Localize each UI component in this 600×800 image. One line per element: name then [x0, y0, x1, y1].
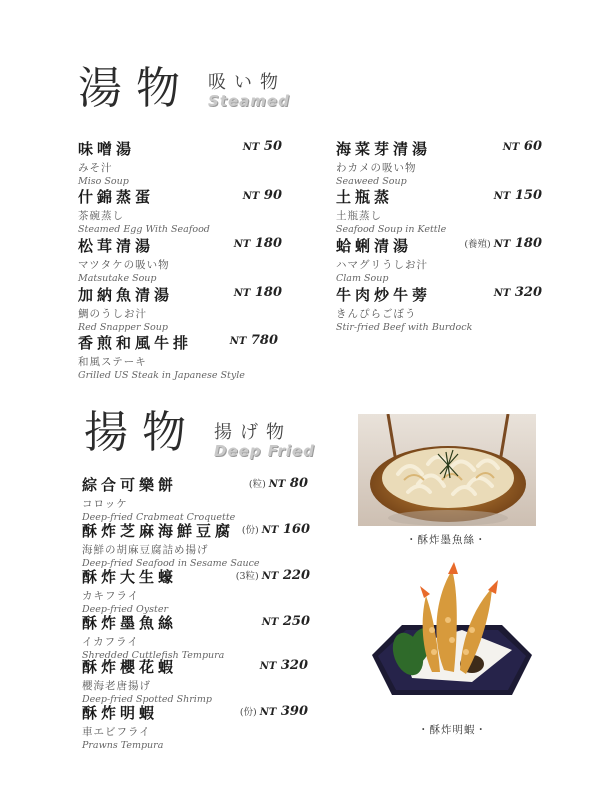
menu-item	[82, 474, 235, 523]
menu-item	[82, 566, 177, 615]
item-name-zh: 綜合可樂餅	[82, 476, 178, 494]
item-price: (份) NT 160	[241, 522, 310, 537]
item-name-ja: コロッケ	[82, 498, 128, 510]
item-price: NT 180	[233, 236, 282, 251]
item-name-ja: 土瓶蒸し	[336, 210, 382, 222]
item-name-zh: 松茸清湯	[78, 237, 155, 255]
item-name-en: Steamed Egg With Seafood	[78, 224, 210, 235]
item-name-en: Stir-fried Beef with Burdock	[336, 322, 473, 333]
item-price: NT 250	[261, 614, 310, 629]
menu-item	[78, 332, 245, 381]
item-price: (養殖) NT 180	[464, 236, 542, 251]
item-price: NT 780	[229, 333, 278, 348]
item-price: NT 90	[242, 188, 282, 203]
item-name-ja: マツタケの吸い物	[78, 259, 170, 271]
fried-title-en: Deep Fried	[214, 442, 315, 460]
item-name-zh: 加納魚清湯	[78, 286, 174, 304]
item-name-zh: 香煎和風牛排	[78, 334, 193, 352]
item-name-zh: 牛肉炒牛蒡	[336, 286, 432, 304]
item-price: NT 60	[502, 139, 542, 154]
fried-title-zh: 揚物	[84, 407, 200, 458]
item-name-ja: 車エビフライ	[82, 726, 151, 738]
item-name-zh: 蛤蜊清湯	[336, 237, 413, 255]
menu-item	[336, 186, 446, 235]
item-name-ja: 櫻海老唐揚げ	[82, 680, 151, 692]
item-name-en: Deep-fried Spotted Shrimp	[82, 694, 212, 705]
prawn-caption: ・酥炸明蝦・	[418, 724, 487, 736]
item-name-ja: 和風ステーキ	[78, 356, 147, 368]
item-name-zh: 酥炸芝麻海鮮豆腐	[82, 522, 235, 540]
item-name-ja: 鯛のうしお汁	[78, 308, 147, 320]
item-name-zh: 土瓶蒸	[336, 188, 394, 206]
item-name-en: Matsutake Soup	[78, 273, 157, 284]
steamed-title-zh: 湯物	[78, 63, 194, 114]
menu-item	[82, 702, 163, 751]
item-price: (粒) NT 80	[248, 476, 308, 491]
item-name-ja: カキフライ	[82, 590, 140, 602]
item-name-en: Seafood Soup in Kettle	[336, 224, 447, 235]
item-price: NT 320	[493, 285, 542, 300]
item-name-ja: きんぴらごぼう	[336, 308, 417, 320]
item-name-ja: わカメの吸い物	[336, 162, 417, 174]
menu-item	[82, 520, 260, 569]
item-name-zh: 海菜芽清湯	[336, 140, 432, 158]
item-name-en: Seaweed Soup	[336, 176, 407, 187]
menu-item	[78, 235, 170, 284]
item-name-ja: 海鮮の胡麻豆腐詰め揚げ	[82, 544, 209, 556]
cuttlefish-caption: ・酥炸墨魚絲・	[406, 534, 487, 546]
menu-item	[82, 656, 212, 705]
item-name-en: Clam Soup	[336, 273, 389, 284]
item-name-en: Deep-fried Oyster	[82, 604, 168, 615]
item-price: (3粒) NT 220	[235, 568, 310, 583]
item-price: (份) NT 390	[239, 704, 308, 719]
item-price: NT 320	[259, 658, 308, 673]
item-name-en: Deep-fried Seafood in Sesame Sauce	[82, 558, 260, 569]
item-name-ja: イカフライ	[82, 636, 139, 648]
item-name-ja: みそ汁	[78, 162, 113, 174]
item-name-zh: 酥炸櫻花蝦	[82, 658, 178, 676]
menu-item	[336, 138, 431, 187]
prawn-tempura-image	[362, 560, 538, 710]
item-name-en: Deep-fried Crabmeat Croquette	[82, 512, 236, 523]
item-name-zh: 酥炸明蝦	[82, 704, 159, 722]
item-name-ja: 茶碗蒸し	[78, 210, 124, 222]
item-name-en: Shredded Cuttlefish Tempura	[82, 650, 225, 661]
fried-title-ja: 揚げ物	[214, 422, 292, 443]
item-name-ja: ハマグリうしお汁	[336, 259, 428, 271]
prawn-photo	[362, 560, 538, 710]
menu-item	[78, 186, 210, 235]
item-name-en: Red Snapper Soup	[78, 322, 168, 333]
cuttlefish-dish-image	[358, 414, 536, 526]
steamed-title-en: Steamed	[208, 92, 290, 110]
menu-item	[336, 235, 428, 284]
menu-item	[336, 284, 472, 333]
menu-item	[78, 284, 173, 333]
item-price: NT 180	[233, 285, 282, 300]
item-name-zh: 味噌湯	[78, 140, 136, 158]
cuttlefish-photo	[358, 414, 536, 526]
item-name-en: Prawns Tempura	[82, 740, 164, 751]
item-name-zh: 什錦蒸蛋	[78, 188, 155, 206]
item-price: NT 50	[242, 139, 282, 154]
item-name-en: Miso Soup	[78, 176, 129, 187]
steamed-title-ja: 吸い物	[208, 72, 286, 93]
item-name-zh: 酥炸墨魚絲	[82, 614, 178, 632]
item-price: NT 150	[493, 188, 542, 203]
menu-item	[82, 612, 224, 661]
item-name-zh: 酥炸大生蠔	[82, 568, 178, 586]
menu-item	[78, 138, 135, 187]
item-name-en: Grilled US Steak in Japanese Style	[78, 370, 245, 381]
